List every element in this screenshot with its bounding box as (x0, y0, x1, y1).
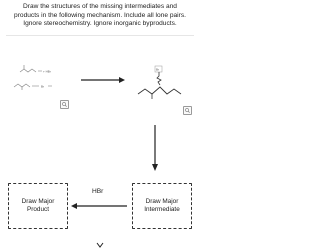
divider (6, 35, 194, 36)
reactant-label-a: + HBr (43, 69, 51, 74)
reaction-arrow-down (151, 124, 159, 172)
draw-major-product-box[interactable] (8, 183, 68, 229)
reaction-arrow-right (80, 76, 126, 84)
reactant-drawing (12, 58, 70, 98)
reaction-arrow-left (70, 202, 128, 210)
product-label: Br (156, 67, 159, 72)
magnifier-icon (184, 107, 191, 114)
draw-major-product-label (22, 198, 55, 213)
reactant-structures (12, 58, 70, 98)
draw-major-intermediate-label (144, 198, 180, 213)
product-zoom-button[interactable] (183, 106, 192, 115)
instructions-text (6, 3, 194, 29)
instructions-line-1: Draw the structures of the missing intermediates and (23, 3, 177, 10)
draw-major-intermediate-box[interactable] (132, 183, 192, 229)
draw-major-intermediate-line-2: Intermediate (144, 206, 180, 213)
instructions-line-2: products in the following mechanism. Include all lone pairs. (14, 11, 186, 19)
draw-major-product-line-1: Draw Major (21, 198, 55, 206)
product-structure (133, 58, 191, 106)
reactant-label-b: Br (41, 84, 44, 89)
instructions-line-3: Ignore stereochemistry. Ignore inorganic byproducts. (23, 20, 177, 28)
reactant-zoom-button[interactable] (60, 100, 69, 109)
chevron-down-icon[interactable] (95, 241, 105, 249)
draw-major-product-line-2: Product (26, 206, 49, 213)
product-drawing (133, 58, 191, 106)
magnifier-icon (61, 101, 68, 108)
reagent-label: HBr (92, 188, 104, 195)
draw-major-intermediate-line-1: Draw Major (145, 198, 179, 206)
